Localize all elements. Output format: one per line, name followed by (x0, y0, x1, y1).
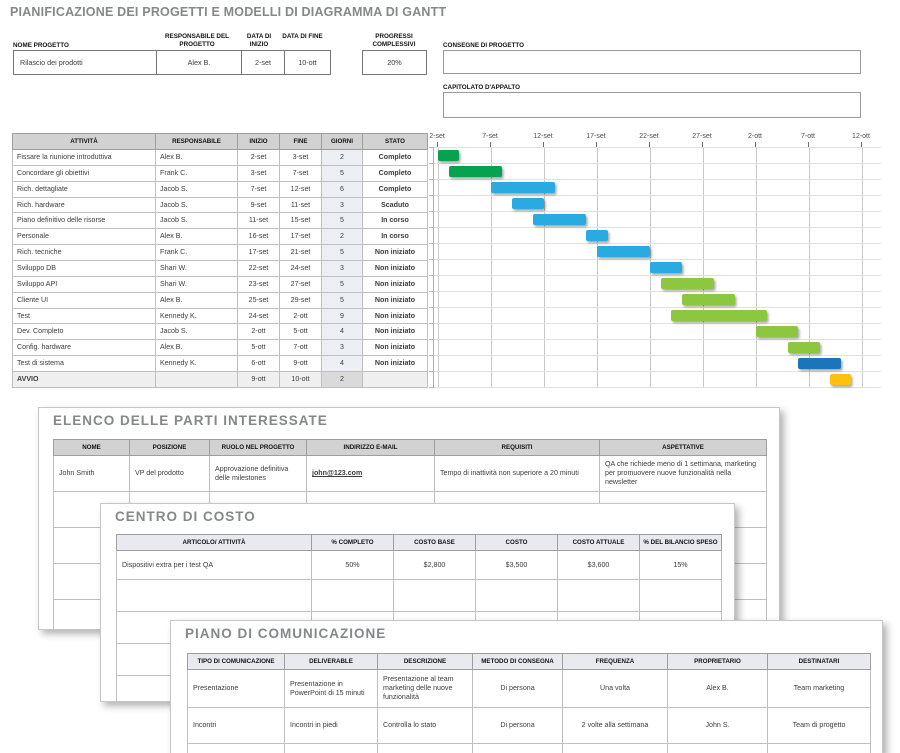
horizontal-gridline (434, 259, 881, 260)
column-header: COSTO ATTUALE (558, 535, 640, 551)
column-header: INDIRIZZO E-MAIL (307, 440, 435, 456)
cell: Alex B. (156, 150, 238, 166)
gantt-date-axis (429, 133, 885, 147)
table-row (188, 670, 871, 708)
cell: QA che richiede meno di 1 settimana, marketing per promuovere nuove funzionalità nella newsletter (600, 456, 767, 492)
communication-plan-title: PIANO DI COMUNICAZIONE (185, 626, 387, 641)
cell: 11-set (280, 197, 322, 213)
gantt-bar (788, 342, 820, 353)
cell: 15% (640, 551, 722, 580)
cell: 9-ott (238, 372, 280, 388)
project-manager-label: RESPONSABILE DEL PROGETTO (164, 33, 230, 48)
axis-tick-label: 17-set (586, 133, 606, 140)
horizontal-gridline (434, 307, 881, 308)
cell: 2 volte alla settimana (563, 708, 668, 744)
cell: 3 (322, 261, 363, 277)
table-row (117, 551, 722, 580)
end-date-value[interactable]: 10-ott (284, 50, 331, 75)
cell: 10-ott (280, 372, 322, 388)
column-header: METODO DI CONSEGNA (473, 654, 563, 670)
cell: 27-set (280, 276, 322, 292)
empty-cell (285, 744, 378, 753)
cell: Completo (363, 165, 428, 181)
axis-tick-label: 2-ott (747, 133, 763, 140)
axis-tick-label: 12-set (533, 133, 553, 140)
table-row (13, 324, 428, 340)
horizontal-gridline (434, 195, 881, 196)
cell: Personale (13, 229, 156, 245)
horizontal-gridline (434, 243, 881, 244)
empty-cell (394, 580, 476, 612)
empty-cell (117, 580, 312, 612)
sow-input-box[interactable] (443, 92, 861, 118)
column-header: STATO (363, 134, 428, 150)
table-row (13, 372, 428, 388)
empty-cell (768, 744, 871, 753)
page-title: PIANIFICAZIONE DEI PROGETTI E MODELLI DI DIAGRAMMA DI GANTT (10, 5, 447, 19)
horizontal-gridline (434, 323, 881, 324)
cell: Config. hardware (13, 340, 156, 356)
task-table (12, 133, 428, 388)
empty-cell (473, 744, 563, 753)
sow-label: CAPITOLATO D'APPALTO (443, 84, 521, 91)
cell: 2 (322, 229, 363, 245)
cell: 4 (322, 356, 363, 372)
cell: 24-set (280, 261, 322, 277)
gantt-bar (661, 278, 714, 289)
overall-progress-value[interactable]: 20% (362, 50, 427, 75)
cell: Rich. hardware (13, 197, 156, 213)
cell: Dev. Completo (13, 324, 156, 340)
cell: Alex B. (156, 292, 238, 308)
horizontal-gridline (434, 227, 881, 228)
cell (363, 372, 428, 388)
communication-plan-header-row (188, 654, 871, 670)
horizontal-gridline (434, 355, 881, 356)
empty-cell (668, 744, 768, 753)
column-header: ATTIVITÀ (13, 134, 156, 150)
cell: Concordare gli obiettivi (13, 165, 156, 181)
overall-progress-label: PROGRESSI COMPLESSIVI (372, 33, 416, 48)
email-link[interactable]: john@123.com (307, 456, 435, 492)
cell: Incontri (188, 708, 285, 744)
column-header: DELIVERABLE (285, 654, 378, 670)
horizontal-gridline (434, 275, 881, 276)
end-date-label: DATA DI FINE (282, 33, 323, 40)
cell: 2 (322, 372, 363, 388)
cell: 17-set (280, 229, 322, 245)
cell: John S. (668, 708, 768, 744)
horizontal-gridline (434, 339, 881, 340)
vertical-gridline (756, 147, 757, 387)
empty-cell (476, 580, 558, 612)
cell: 2 (322, 150, 363, 166)
cell: 11-set (238, 213, 280, 229)
column-header: RESPONSABILE (156, 134, 238, 150)
horizontal-gridline (434, 179, 881, 180)
table-row (13, 150, 428, 166)
cell: 12-set (280, 181, 322, 197)
cell: 7-set (238, 181, 280, 197)
column-header: ARTICOLO/ ATTIVITÀ (117, 535, 312, 551)
cell: Piano definitivo delle risorse (13, 213, 156, 229)
horizontal-gridline (434, 387, 881, 388)
gantt-bar (512, 198, 544, 209)
row-tick (429, 227, 434, 228)
column-header: PROPRIETARIO (668, 654, 768, 670)
column-header: % DEL BILANCIO SPESO (640, 535, 722, 551)
column-header: INIZIO (238, 134, 280, 150)
table-row (13, 229, 428, 245)
cell: 5-ott (238, 340, 280, 356)
cell: 2-set (238, 150, 280, 166)
column-header: DESTINATARI (768, 654, 871, 670)
column-header: DESCRIZIONE (378, 654, 473, 670)
horizontal-gridline (434, 371, 881, 372)
cell (156, 372, 238, 388)
axis-tick-label: 22-set (639, 133, 659, 140)
cell: 17-set (238, 245, 280, 261)
column-header: COSTO (476, 535, 558, 551)
table-row (188, 708, 871, 744)
vertical-gridline (438, 147, 439, 387)
gantt-bar (491, 182, 555, 193)
cell: 5 (322, 165, 363, 181)
cell: 3-set (238, 165, 280, 181)
deliverables-label: CONSEGNE DI PROGETTO (443, 42, 525, 49)
axis-tick-label: 12-ott (852, 133, 870, 140)
cell: VP del prodotto (130, 456, 210, 492)
cell: 5 (322, 213, 363, 229)
communication-plan-panel (170, 620, 883, 753)
cell: Completo (363, 181, 428, 197)
row-tick (429, 275, 434, 276)
cell: 5 (322, 245, 363, 261)
row-tick (429, 163, 434, 164)
axis-tick-label: 27-set (692, 133, 712, 140)
cell: 21-set (280, 245, 322, 261)
stakeholders-header-row (54, 440, 767, 456)
cell: 4 (322, 324, 363, 340)
cell: In corso (363, 229, 428, 245)
cell: Non iniziato (363, 308, 428, 324)
cell: 7-ott (280, 340, 322, 356)
cell: Jacob S. (156, 197, 238, 213)
table-row (13, 276, 428, 292)
row-tick (429, 259, 434, 260)
cell: Jacob S. (156, 181, 238, 197)
empty-cell (188, 744, 285, 753)
cell: Di persona (473, 708, 563, 744)
cell: Dispositivi extra per i test QA (117, 551, 312, 580)
cell: Test (13, 308, 156, 324)
vertical-gridline (597, 147, 598, 387)
stakeholders-title: ELENCO DELLE PARTI INTERESSATE (53, 413, 328, 428)
empty-cell (640, 580, 722, 612)
cell: 24-set (238, 308, 280, 324)
cell: 16-set (238, 229, 280, 245)
column-header: GIORNI (322, 134, 363, 150)
gantt-bar (671, 310, 766, 321)
cell: 6 (322, 181, 363, 197)
row-tick (429, 179, 434, 180)
cell: Jacob S. (156, 213, 238, 229)
cell: Tempo di inattività non superiore a 20 minuti (435, 456, 600, 492)
cell: Non iniziato (363, 356, 428, 372)
empty-cell (563, 744, 668, 753)
project-manager-value[interactable]: Alex B. (156, 50, 242, 75)
cell: Frank C. (156, 245, 238, 261)
cell: 7-set (280, 165, 322, 181)
project-info-row (13, 50, 331, 75)
cell: Presentazione (188, 670, 285, 708)
column-header: FREQUENZA (563, 654, 668, 670)
table-row (13, 213, 428, 229)
axis-tick-label: 7-set (482, 133, 498, 140)
axis-tick-label: 7-ott (800, 133, 816, 140)
cell: Sviluppo DB (13, 261, 156, 277)
table-row (13, 340, 428, 356)
empty-cell (558, 580, 640, 612)
cell: Alex B. (156, 340, 238, 356)
cell: Team marketing (768, 670, 871, 708)
vertical-gridline (862, 147, 863, 387)
cell: Completo (363, 150, 428, 166)
table-row (13, 308, 428, 324)
vertical-gridline (703, 147, 704, 387)
axis-tick-label: 2-set (429, 133, 445, 140)
gantt-chart (429, 133, 885, 395)
row-tick (429, 371, 434, 372)
cell: $2,800 (394, 551, 476, 580)
cost-center-header-row (117, 535, 722, 551)
empty-table-row (188, 744, 871, 753)
start-date-label: DATA DI INIZIO (246, 33, 272, 48)
cell: Controlla lo stato (378, 708, 473, 744)
cell: $3,600 (558, 551, 640, 580)
cell: Cliente UI (13, 292, 156, 308)
cell: Frank C. (156, 165, 238, 181)
cost-center-title: CENTRO DI COSTO (115, 509, 256, 524)
cell: 9 (322, 308, 363, 324)
row-tick (429, 387, 434, 388)
cell: $3,500 (476, 551, 558, 580)
deliverables-input-box[interactable] (443, 50, 861, 74)
cell: AVVIO (13, 372, 156, 388)
table-row (13, 356, 428, 372)
cell: Non iniziato (363, 276, 428, 292)
cell: 29-set (280, 292, 322, 308)
cell: 3 (322, 340, 363, 356)
cell: 9-ott (280, 356, 322, 372)
column-header: RUOLO NEL PROGETTO (210, 440, 307, 456)
horizontal-gridline (434, 211, 881, 212)
cell: Alex B. (156, 229, 238, 245)
empty-cell (378, 744, 473, 753)
cell: 50% (312, 551, 394, 580)
row-tick (429, 323, 434, 324)
horizontal-gridline (434, 147, 881, 148)
column-header: NOME (54, 440, 130, 456)
column-header: REQUISITI (435, 440, 600, 456)
cell: Team di progetto (768, 708, 871, 744)
cell: Non iniziato (363, 245, 428, 261)
task-table-header-row (13, 134, 428, 150)
cell: 22-set (238, 261, 280, 277)
cell: Alex B. (668, 670, 768, 708)
cell: Shari W. (156, 276, 238, 292)
column-header: % COMPLETO (312, 535, 394, 551)
column-header: FINE (280, 134, 322, 150)
column-header: ASPETTATIVE (600, 440, 767, 456)
cell: Rich. tecniche (13, 245, 156, 261)
table-row (13, 261, 428, 277)
cell: Rich. dettagliate (13, 181, 156, 197)
cell: 5 (322, 276, 363, 292)
row-tick (429, 307, 434, 308)
row-tick (429, 291, 434, 292)
row-tick (429, 147, 434, 148)
communication-plan-table (187, 653, 871, 753)
cell: Kennedy K. (156, 308, 238, 324)
column-header: COSTO BASE (394, 535, 476, 551)
cell: Di persona (473, 670, 563, 708)
cell: 5 (322, 292, 363, 308)
cell: Non iniziato (363, 324, 428, 340)
cell: Sviluppo API (13, 276, 156, 292)
cell: 15-set (280, 213, 322, 229)
cell: 23-set (238, 276, 280, 292)
cell: In corso (363, 213, 428, 229)
row-tick (429, 195, 434, 196)
empty-table-row (117, 580, 722, 612)
cell: Test di sistema (13, 356, 156, 372)
cell: 6-ott (238, 356, 280, 372)
row-tick (429, 339, 434, 340)
table-row (13, 245, 428, 261)
row-tick (429, 243, 434, 244)
cell: Incontri in piedi (285, 708, 378, 744)
cell: 9-set (238, 197, 280, 213)
cell: Presentazione in PowerPoint di 15 minuti (285, 670, 378, 708)
row-tick (429, 355, 434, 356)
cell: Shari W. (156, 261, 238, 277)
cell: Fissare la riunione introduttiva (13, 150, 156, 166)
gantt-bar (449, 166, 502, 177)
gantt-bar (597, 246, 650, 257)
table-row (13, 292, 428, 308)
cell: Scaduto (363, 197, 428, 213)
cell: 2-ott (280, 308, 322, 324)
column-header: POSIZIONE (130, 440, 210, 456)
project-name-value[interactable]: Rilascio dei prodotti (13, 50, 157, 75)
cell: Non iniziato (363, 292, 428, 308)
gantt-bar (682, 294, 735, 305)
cell: John Smith (54, 456, 130, 492)
gantt-bar (533, 214, 586, 225)
table-row (13, 165, 428, 181)
gantt-bar (798, 358, 840, 369)
gantt-bar (756, 326, 798, 337)
cell: 3-set (280, 150, 322, 166)
horizontal-gridline (434, 163, 881, 164)
table-row (54, 456, 767, 492)
empty-cell (312, 580, 394, 612)
start-date-value[interactable]: 2-set (241, 50, 285, 75)
row-tick (429, 211, 434, 212)
cell: Kennedy K. (156, 356, 238, 372)
cell: Approvazione definitiva delle milestones (210, 456, 307, 492)
cell: 3 (322, 197, 363, 213)
table-row (13, 197, 428, 213)
gantt-bar (650, 262, 682, 273)
cell: Una volta (563, 670, 668, 708)
cell: 2-ott (238, 324, 280, 340)
gantt-bar (830, 374, 851, 385)
cell: Jacob S. (156, 324, 238, 340)
cell: Presentazione al team marketing delle nuove funzionalità (378, 670, 473, 708)
gantt-bar (586, 230, 607, 241)
gantt-plot-area (433, 147, 881, 387)
cell: 25-set (238, 292, 280, 308)
cell: Non iniziato (363, 261, 428, 277)
project-name-label: NOME PROGETTO (13, 42, 69, 49)
gantt-bar (438, 150, 459, 161)
horizontal-gridline (434, 291, 881, 292)
table-row (13, 181, 428, 197)
cell: Non iniziato (363, 340, 428, 356)
cell: 5-ott (280, 324, 322, 340)
column-header: TIPO DI COMUNICAZIONE (188, 654, 285, 670)
